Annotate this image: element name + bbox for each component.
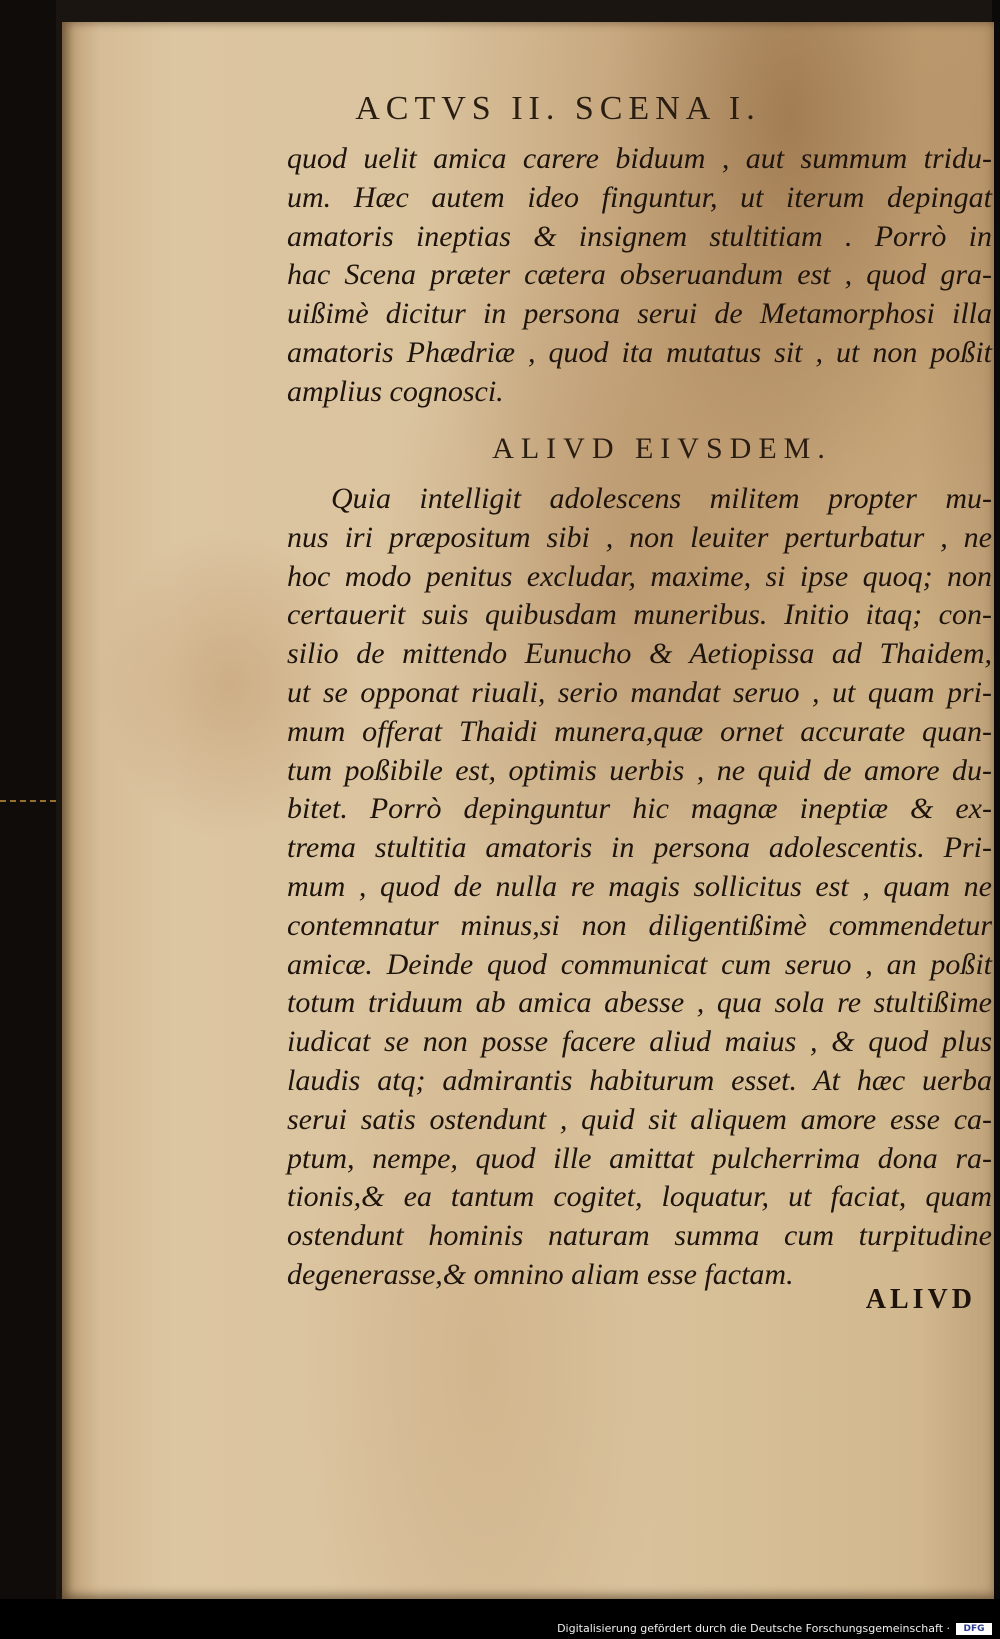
paragraph-1 [287,140,992,412]
text-line: um. Hæc autem ideo finguntur, ut iterum depingat [287,180,992,214]
catchword: ALIVD [865,1284,976,1315]
text-line: serui satis ostendunt , quid sit aliquem amore esse ca- [287,1102,992,1136]
text-line: bitet. Porrò depinguntur hic magnæ ineptiæ & ex- [287,792,992,826]
digitization-credit: Digitalisierung gefördert durch die Deutsche Forschungsgemeinschaft · [557,1622,950,1635]
text-line: tum poßibile est, optimis uerbis , ne quid de amore du- [287,753,992,787]
book-page [62,22,994,1599]
text-line: ut se opponat riuali, serio mandat seruo , ut quam pri- [287,675,992,709]
text-line: silio de mittendo Eunucho & Aetiopissa ad Thaidem, [287,637,992,671]
text-line: iudicat se non posse facere aliud maius , & quod plus [287,1025,992,1059]
text-line: amatoris Phædriæ , quod ita mutatus sit , ut non poßit [287,335,992,369]
cover-edge-mark [0,800,56,804]
text-line: uißimè dicitur in persona serui de Metamorphosi illa [287,297,992,331]
running-head: ACTVS II. SCENA I. [355,90,761,127]
book-cover-left [0,0,56,1639]
text-line: laudis atq; admirantis habiturum esset. At hæc uerba [287,1063,992,1097]
text-line: amplius cognosci. [287,374,504,408]
text-line: certauerit suis quibusdam muneribus. Initio itaq; con- [287,598,992,632]
text-line: hac Scena præter cætera obseruandum est , quod gra- [287,258,992,292]
text-line: totum triduum ab amica abesse , qua sola re stultißime [287,986,992,1020]
text-line: ostendunt hominis naturam summa cum turpitudine [287,1219,992,1253]
dfg-logo: DFG [956,1623,992,1635]
paragraph-2 [287,480,992,1295]
text-line: tionis,& ea tantum cogitet, loquatur, ut faciat, quam [287,1180,992,1214]
text-line: nus iri præpositum sibi , non leuiter perturbatur , ne [287,520,992,554]
text-line: trema stultitia amatoris in persona adolescentis. Pri- [287,831,992,865]
footer-band [0,1599,1000,1639]
text-line: mum , quod de nulla re magis sollicitus est , quam ne [287,869,992,903]
text-line: amicæ. Deinde quod communicat cum seruo , an poßit [287,947,992,981]
text-line: hoc modo penitus excludar, maxime, si ipse quoq; non [287,559,992,593]
text-line: quod uelit amica carere biduum , aut summum tridu- [287,142,992,175]
text-line: Quia intelligit adolescens militem propter mu- [331,482,992,515]
text-line: degenerasse,& omnino aliam esse factam. [287,1257,794,1291]
section-heading: ALIVD EIVSDEM. [492,432,832,465]
text-line: amatoris ineptias & insignem stultitiam . Porrò in [287,219,992,253]
text-line: ptum, nempe, quod ille amittat pulcherrima dona ra- [287,1141,992,1175]
text-line: contemnatur minus,si non diligentißimè commendetur [287,908,992,942]
text-line: mum offerat Thaidi munera,quæ ornet accurate quan- [287,714,992,748]
